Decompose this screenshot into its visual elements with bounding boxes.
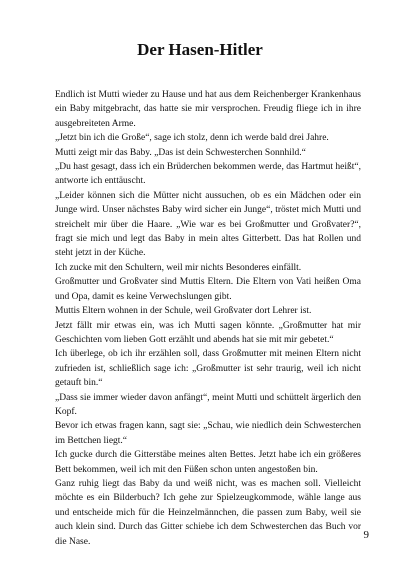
paragraph: Endlich ist Mutti wieder zu Hause und hat aus dem Reichenberger Krankenhaus ein Baby mitgebracht, das hatte sie mir versprochen. Freudig fliege ich in ihre ausgebreiteten Arme. [55,90,361,129]
paragraph: Mutti zeigt mir das Baby. „Das ist dein Schwesterchen Sonnhild.“ [55,147,306,158]
paragraph: „Du hast gesagt, dass ich ein Brüderchen bekommen werde, das Hartmut heißt“, antworte ich enttäuscht. [55,162,361,187]
paragraph: „Dass sie immer wieder davon anfängt“, meint Mutti und schüttelt ärgerlich den Kopf. [55,392,361,417]
paragraph: Ich zucke mit den Schultern, weil mir nichts Besonderes einfällt. [55,262,302,273]
page-number: 9 [363,529,369,541]
paragraph: Ganz ruhig liegt das Baby da und weiß nicht, was es machen soll. Vielleicht möchte es ein Bilderbuch? Ich gehe zur Spielzeugkommode, wähle lange aus und entscheide mich für die Heinzelmännchen, die passen zum Baby, weil sie auch klein sind. Durch das Gitter schiebe ich dem Schwesterchen das Buch vor die Nase. [55,478,361,547]
chapter-title: Der Hasen-Hitler [137,40,263,59]
paragraph: Jetzt fällt mir etwas ein, was ich Mutti sagen könnte. „Großmutter hat mir Geschichten vom lieben Gott erzählt und abends hat sie mit mir gebetet.“ [55,320,361,345]
paragraph: Muttis Eltern wohnen in der Schule, weil Großvater dort Lehrer ist. [55,306,312,317]
chapter-body [55,88,361,549]
paragraph: Ich gucke durch die Gitterstäbe meines alten Bettes. Jetzt habe ich ein größeres Bett bekommen, weil ich mit den Füßen schon unten angestoßen bin. [55,450,361,475]
paragraph: Bevor ich etwas fragen kann, sagt sie: „Schau, wie niedlich dein Schwesterchen im Bettchen liegt.“ [55,421,361,446]
paragraph: Ich überlege, ob ich ihr erzählen soll, dass Großmutter mit meinen Eltern nicht zufrieden ist, schließlich sage ich: „Großmutter ist sehr traurig, weil ich nicht getauft bin.“ [55,349,361,389]
paragraph: „Jetzt bin ich die Große“, sage ich stolz, denn ich werde bald drei Jahre. [55,133,329,144]
paragraph: „Leider können sich die Mütter nicht aussuchen, ob es ein Mädchen oder ein Junge wird. Unser nächstes Baby wird sicher ein Junge“, tröstet mich Mutti und streichelt mir über die Haare. „Wie war es bei Großmutter und Großvater?“, fragt sie mich und legt das Baby in mein altes Gitterbett. Das hat Rollen und steht jetzt in der Küche. [55,190,361,259]
paragraph: Großmutter und Großvater sind Muttis Eltern. Die Eltern von Vati heißen Oma und Opa, damit es keine Verwechslungen gibt. [55,277,361,302]
